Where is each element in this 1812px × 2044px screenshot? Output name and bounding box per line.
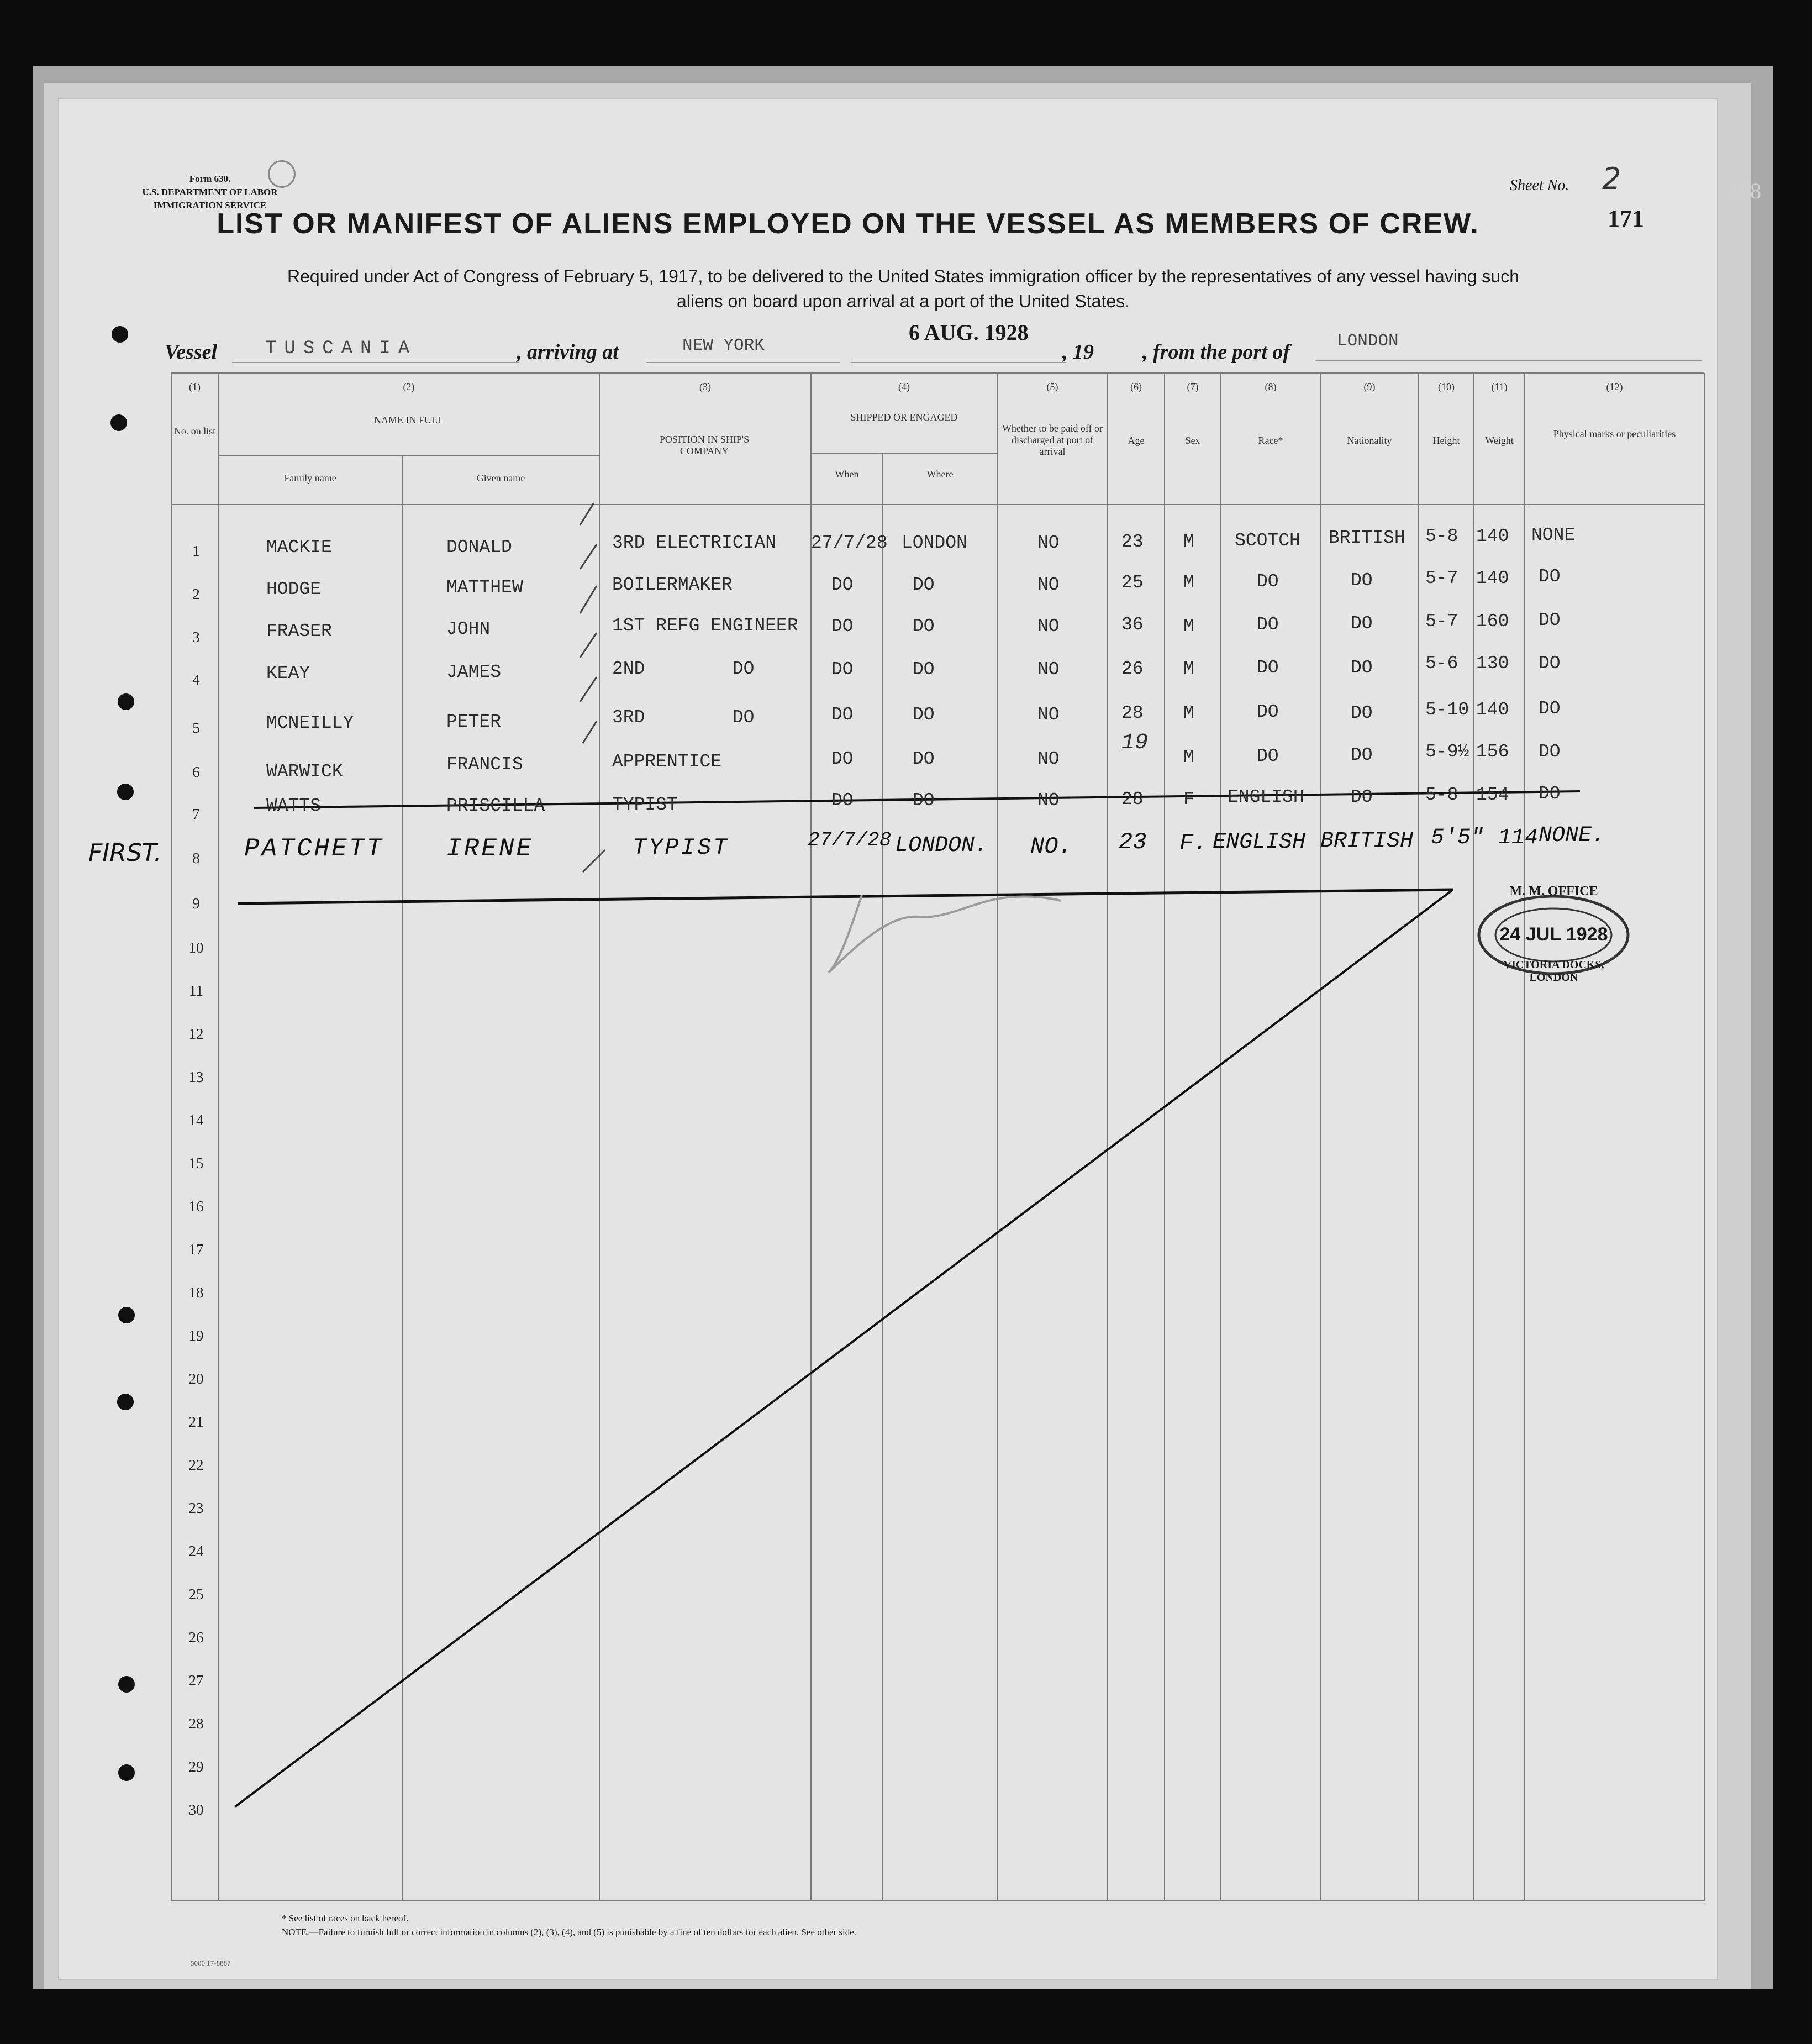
race: ENGLISH — [1228, 787, 1304, 807]
col-header-shipped: SHIPPED OR ENGAGED — [850, 412, 958, 423]
age: 19 — [1121, 731, 1149, 755]
position: APPRENTICE — [612, 752, 722, 772]
row-number: 26 — [188, 1629, 204, 1646]
age: 25 — [1121, 572, 1144, 593]
shipped-when: DO — [831, 575, 854, 595]
row-number: 30 — [188, 1801, 204, 1818]
given-name: FRANCIS — [446, 754, 523, 775]
weight: 130 — [1476, 653, 1509, 674]
form-number: Form 630. — [189, 174, 231, 184]
height: 5-7 — [1425, 568, 1458, 588]
row-number: 12 — [188, 1026, 204, 1042]
race: ENGLISH — [1213, 830, 1306, 855]
row-number: 24 — [188, 1543, 204, 1559]
stamp-bottom-text: VICTORIA DOCKS, LONDON — [1503, 959, 1604, 984]
age: 28 — [1121, 703, 1144, 723]
vessel-label: Vessel — [165, 340, 217, 364]
year-prefix: , 19 — [1062, 340, 1094, 364]
age: 23 — [1119, 829, 1147, 855]
height: 5-7 — [1425, 611, 1458, 632]
nationality: DO — [1351, 745, 1373, 765]
shipped-where: DO — [913, 705, 935, 725]
shipped-when: DO — [831, 616, 854, 637]
height: 5-8 — [1425, 785, 1458, 805]
subtitle-line-2: aliens on board upon arrival at a port of the United States. — [676, 291, 1130, 311]
position: TYPIST — [612, 795, 678, 815]
row-number: 1 — [192, 543, 200, 559]
given-name: PRISCILLA — [446, 796, 545, 816]
col-num-12: (12) — [1606, 381, 1623, 392]
col-header-where: Where — [926, 469, 954, 480]
row-number: 25 — [188, 1586, 204, 1602]
physical-marks: DO — [1539, 698, 1561, 719]
row-number: 7 — [192, 806, 200, 822]
height: 5'5" — [1431, 826, 1484, 850]
physical-marks: DO — [1539, 742, 1561, 762]
col-header-name-in-full: NAME IN FULL — [374, 414, 444, 425]
sex: M — [1183, 703, 1194, 723]
print-code: 5000 17-8887 — [191, 1959, 231, 1967]
paid-off: NO — [1037, 533, 1060, 553]
age: 28 — [1121, 789, 1144, 810]
col-num-10: (10) — [1438, 381, 1455, 392]
stamp-top-text: M. M. OFFICE — [1509, 884, 1598, 898]
footnote-races: * See list of races on back hereof. — [282, 1913, 409, 1924]
arriving-port: NEW YORK — [682, 336, 765, 355]
col-num-5: (5) — [1046, 381, 1058, 392]
row-number: 20 — [188, 1370, 204, 1387]
sex: M — [1183, 616, 1194, 637]
nationality: BRITISH — [1329, 528, 1405, 548]
row-number: 27 — [188, 1672, 204, 1689]
paid-off: NO. — [1030, 833, 1072, 860]
position: 2ND DO — [612, 659, 755, 679]
height: 5-6 — [1425, 653, 1458, 674]
weight: 140 — [1476, 526, 1509, 547]
col-header-weight: Weight — [1485, 435, 1514, 446]
col-num-3: (3) — [699, 381, 711, 392]
weight: 156 — [1476, 742, 1509, 762]
row-number: 11 — [189, 982, 203, 999]
paid-off: NO — [1037, 790, 1060, 811]
age: 23 — [1121, 532, 1144, 552]
col-header-no-on-list: No. on list — [173, 425, 216, 437]
sheet-label: Sheet No. — [1510, 177, 1569, 194]
family-name: PATCHETT — [244, 834, 384, 863]
shipped-where: DO — [913, 575, 935, 595]
nationality: DO — [1351, 703, 1373, 723]
physical-marks: NONE. — [1539, 823, 1605, 848]
height: 5-8 — [1425, 526, 1458, 547]
given-name: PETER — [446, 712, 502, 732]
right-margin-number: 188 — [1728, 178, 1761, 203]
paid-off: NO — [1037, 749, 1060, 769]
col-num-1: (1) — [189, 381, 201, 392]
weight: 114 — [1498, 826, 1539, 850]
subtitle-line-1: Required under Act of Congress of February 5, 1917, to be delivered to the United States immigration officer by the representatives of any vessel having such — [287, 266, 1519, 286]
position: BOILERMAKER — [612, 575, 733, 595]
shipped-where: DO — [913, 749, 935, 769]
race: DO — [1257, 746, 1279, 766]
stamp-date: 24 JUL 1928 — [1499, 924, 1608, 945]
sex: F — [1183, 789, 1194, 810]
nationality: DO — [1351, 658, 1373, 678]
row-number: 19 — [188, 1327, 204, 1344]
paid-off: NO — [1037, 575, 1060, 595]
row-number: 5 — [192, 719, 200, 736]
row-number: 14 — [188, 1112, 204, 1128]
shipped-when: DO — [831, 705, 854, 725]
first-annotation: FIRST. — [88, 839, 162, 867]
age: 36 — [1121, 614, 1144, 635]
sex: F. — [1179, 830, 1208, 857]
paid-off: NO — [1037, 659, 1060, 680]
service-name: IMMIGRATION SERVICE — [153, 200, 267, 211]
shipped-when: DO — [831, 749, 854, 769]
physical-marks: DO — [1539, 653, 1561, 674]
race: DO — [1257, 658, 1279, 678]
row-number: 22 — [188, 1457, 204, 1473]
shipped-when: 27/7/28 — [808, 829, 892, 852]
col-header-age: Age — [1128, 435, 1145, 446]
row-number: 8 — [192, 850, 200, 866]
shipped-when: DO — [831, 659, 854, 680]
shipped-where: DO — [913, 790, 935, 811]
row-number: 28 — [188, 1715, 204, 1732]
position: TYPIST — [633, 834, 730, 861]
row-number: 9 — [192, 895, 200, 912]
race: DO — [1257, 571, 1279, 592]
col-header-physical-marks: Physical marks or peculiarities — [1553, 428, 1676, 439]
vessel-name: TUSCANIA — [265, 338, 418, 359]
age: 26 — [1121, 659, 1144, 679]
arriving-label: , arriving at — [517, 340, 619, 364]
weight: 140 — [1476, 700, 1509, 720]
position: 1ST REFG ENGINEER — [612, 616, 798, 636]
col-header-race: Race* — [1258, 435, 1283, 446]
col-header-when: When — [835, 469, 859, 480]
arrival-date-stamp: 6 AUG. 1928 — [909, 320, 1029, 345]
shipped-where: LONDON. — [895, 833, 988, 858]
col-header-nationality: Nationality — [1347, 435, 1392, 446]
col-num-7: (7) — [1187, 381, 1199, 392]
row-number: 15 — [188, 1155, 204, 1171]
given-name: MATTHEW — [446, 577, 523, 598]
family-name: HODGE — [266, 579, 322, 600]
position: 3RD ELECTRICIAN — [612, 533, 777, 553]
family-name: FRASER — [266, 621, 332, 642]
sex: M — [1183, 532, 1194, 552]
row-number: 4 — [192, 671, 200, 688]
row-number: 10 — [188, 939, 204, 956]
col-header-sex: Sex — [1185, 435, 1200, 446]
department-name: U.S. DEPARTMENT OF LABOR — [142, 187, 278, 197]
col-header-family-name: Family name — [284, 472, 336, 484]
position: 3RD DO — [612, 707, 755, 728]
row-number: 23 — [188, 1500, 204, 1516]
weight: 140 — [1476, 568, 1509, 588]
family-name: WATTS — [266, 796, 322, 816]
weight: 154 — [1476, 785, 1509, 805]
col-num-8: (8) — [1265, 381, 1277, 392]
row-number: 16 — [188, 1198, 204, 1215]
race: DO — [1257, 614, 1279, 635]
family-name: WARWICK — [266, 761, 343, 782]
row-number: 17 — [188, 1241, 204, 1258]
nationality: BRITISH — [1320, 829, 1414, 854]
shipped-where: DO — [913, 616, 935, 637]
given-name: JAMES — [446, 662, 502, 682]
nationality: DO — [1351, 787, 1373, 807]
race: DO — [1257, 702, 1279, 722]
height: 5-9½ — [1425, 742, 1469, 762]
row-number: 3 — [192, 629, 200, 645]
weight: 160 — [1476, 611, 1509, 632]
physical-marks: DO — [1539, 610, 1561, 630]
given-name: JOHN — [446, 619, 491, 639]
row-number: 6 — [192, 764, 200, 780]
row-number: 29 — [188, 1758, 204, 1775]
col-num-6: (6) — [1130, 381, 1142, 392]
row-number: 18 — [188, 1284, 204, 1301]
given-name: IRENE — [446, 834, 534, 863]
col-header-given-name: Given name — [476, 472, 525, 484]
sheet-number: 2 — [1602, 161, 1621, 196]
race: SCOTCH — [1235, 530, 1300, 551]
col-header-paid-off: Whether to be paid off or discharged at port of arrival — [1002, 423, 1103, 457]
family-name: MACKIE — [266, 537, 332, 558]
from-port-label: , from the port of — [1142, 340, 1290, 364]
family-name: KEAY — [266, 663, 310, 684]
paid-off: NO — [1037, 616, 1060, 637]
col-num-2: (2) — [403, 381, 415, 392]
given-name: DONALD — [446, 537, 512, 558]
col-num-9: (9) — [1363, 381, 1376, 392]
shipped-when: DO — [831, 790, 854, 811]
physical-marks: NONE — [1531, 525, 1576, 545]
shipped-when: 27/7/28 — [811, 533, 888, 553]
shipped-where: LONDON — [902, 533, 967, 553]
col-num-4: (4) — [898, 381, 910, 392]
footnote-penalty: NOTE.—Failure to furnish full or correct information in columns (2), (3), (4), and (5) is punishable by a fine of ten dollars for each alien. See other side. — [282, 1927, 857, 1937]
nationality: DO — [1351, 570, 1373, 591]
row-number: 2 — [192, 586, 200, 602]
shipped-where: DO — [913, 659, 935, 680]
row-number: 13 — [188, 1069, 204, 1085]
family-name: MCNEILLY — [266, 713, 354, 733]
height: 5-10 — [1425, 700, 1469, 720]
physical-marks: DO — [1539, 566, 1561, 587]
page-number: 171 — [1608, 205, 1644, 232]
col-header-position: POSITION IN SHIP'S COMPANY — [659, 434, 750, 456]
nationality: DO — [1351, 613, 1373, 634]
col-header-height: Height — [1432, 435, 1460, 446]
paid-off: NO — [1037, 705, 1060, 725]
physical-marks: DO — [1539, 784, 1561, 804]
from-port: LONDON — [1337, 332, 1399, 351]
sex: M — [1183, 572, 1194, 593]
sex: M — [1183, 659, 1194, 679]
form-title: LIST OR MANIFEST OF ALIENS EMPLOYED ON THE VESSEL AS MEMBERS OF CREW. — [217, 208, 1479, 240]
row-number: 21 — [188, 1414, 204, 1430]
col-num-11: (11) — [1491, 381, 1508, 392]
sex: M — [1183, 747, 1194, 768]
